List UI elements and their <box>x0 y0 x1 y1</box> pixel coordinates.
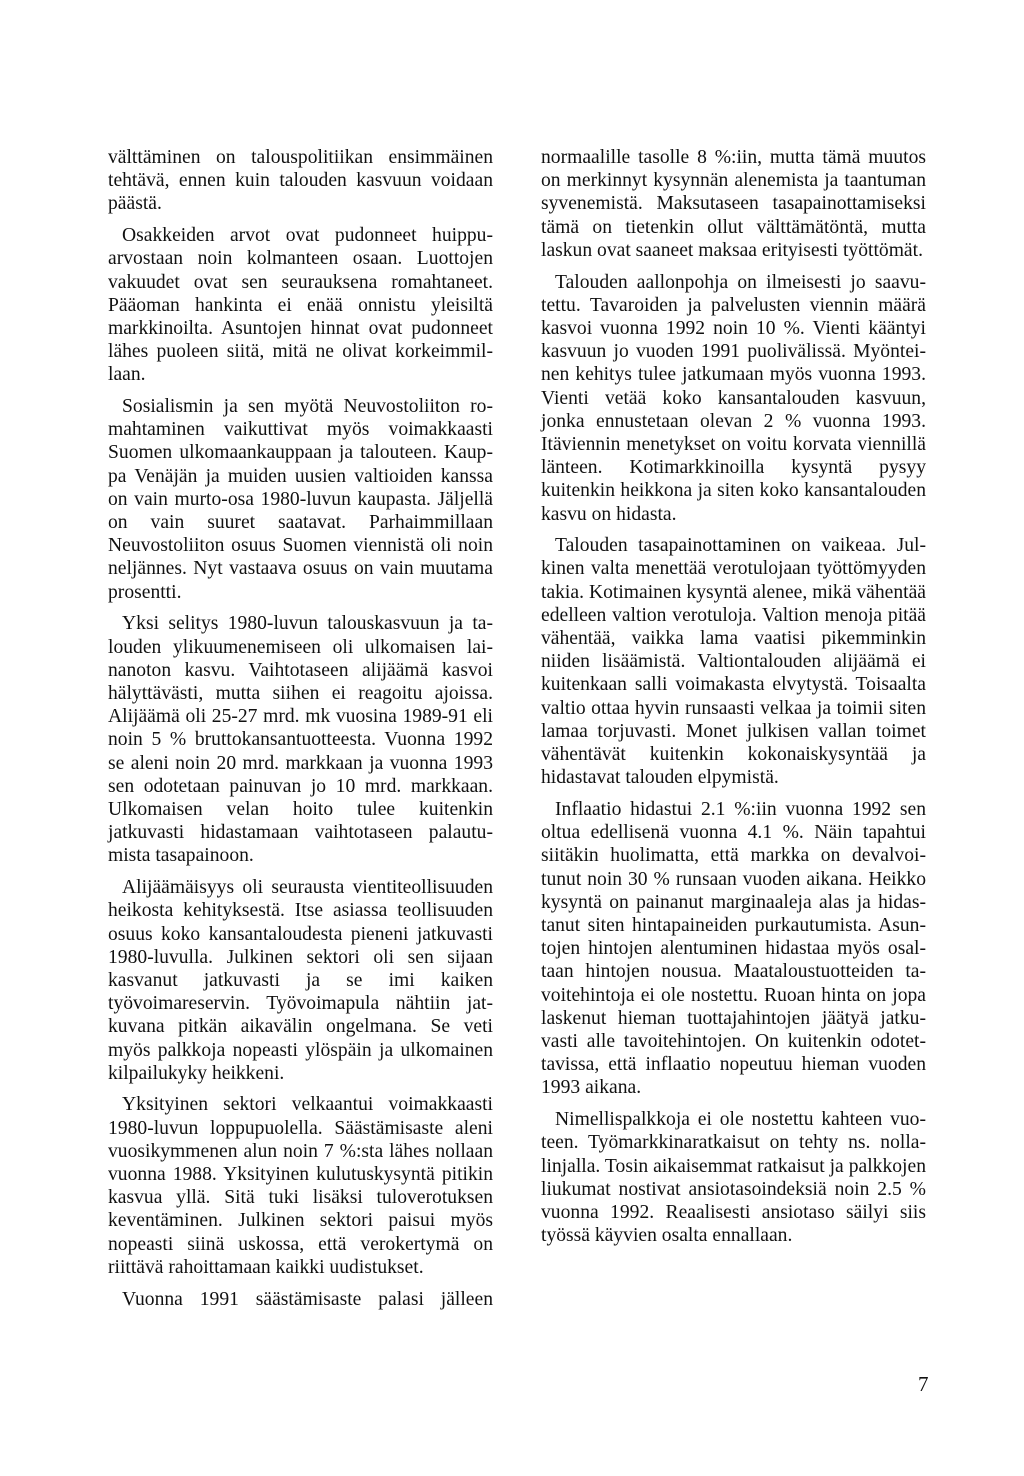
paragraph: Osakkeiden arvot ovat pudonneet huippuarvostaan noin kolmanteen osaan. Luottojen vakuudet ovat sen seurauksena romahtaneet. Pääoman hankinta ei enää onnistu yleisiltä markkinoilta. Asuntojen hinnat ovat pudonneet lähes puoleen siitä, mitä ne olivat korkeimmillaan. <box>108 225 493 386</box>
paragraph: Yksityinen sektori velkaantui voimakkaasti 1980-luvun loppupuolella. Säästämisaste aleni vuosikymmenen alun noin 7 %:sta lähes nollaan vuonna 1988. Yksityinen kulutuskysyntä pitikin kasvua yllä. Sitä tuki lisäksi tuloverotuksen keventäminen. Julkinen sektori paisui myös nopeasti siinä uskossa, että verokertymä on riittävä rahoittamaan kaikki uudistukset. <box>108 1094 493 1278</box>
left-column <box>108 146 493 1319</box>
paragraph: Yksi selitys 1980-luvun talouskasvuun ja talouden ylikuumenemiseen oli ulkomaisen lainanoton kasvu. Vaihtotaseen alijäämä kasvoi hälyttävästi, mutta siihen ei reagoitu ajoissa. Alijäämä oli 25-27 mrd. mk vuosina 1989-91 eli noin 5 % bruttokansantuotteesta. Vuonna 1992 se aleni noin 20 mrd. markkaan ja vuonna 1993 sen odotetaan painuvan jo 10 mrd. markkaan. Ulkomaisen velan hoito tulee kuitenkin jatkuvasti hidastamaan vaihtotaseen palautumista tasapainoon. <box>108 613 493 867</box>
paragraph: Talouden aallonpohja on ilmeisesti jo saavutettu. Tavaroiden ja palvelusten viennin määrä kasvoi vuonna 1992 noin 10 %. Vienti kääntyi kasvuun jo vuoden 1991 puolivälissä. Myönteinen kehitys tulee jatkumaan myös vuonna 1993. Vienti vetää koko kansantalouden kasvuun, jonka ennustetaan olevan 2 % vuonna 1993. Itäviennin menetykset on voitu korvata viennillä länteen. Kotimarkkinoilla kysyntä pysyy kuitenkin heikkona ja siten koko kansantalouden kasvu on hidasta. <box>541 271 926 525</box>
paragraph: välttäminen on talouspolitiikan ensimmäinen tehtävä, ennen kuin talouden kasvuun voidaan päästä. <box>108 147 493 215</box>
paragraph: Sosialismin ja sen myötä Neuvostoliiton romahtaminen vaikuttivat myös voimakkaasti Suomen ulkomaankauppaan ja talouteen. Kauppa Venäjän ja muiden uusien valtioiden kanssa on vain murto-osa 1980-luvun kaupasta. Jäljellä on vain suuret saatavat. Parhaimmillaan Neuvostoliiton osuus Suomen viennistä oli noin neljännes. Nyt vastaava osuus on vain muutama prosentti. <box>108 396 493 603</box>
paragraph: Inflaatio hidastui 2.1 %:iin vuonna 1992 sen oltua edellisenä vuonna 4.1 %. Näin tapahtui siitäkin huolimatta, että markka on devalvoitunut noin 30 % runsaan vuoden aikana. Heikko kysyntä on painanut marginaaleja alas ja hidastanut siten hintapaineiden purkautumista. Asuntojen hintojen alentuminen hidastaa myös osaltaan hintojen nousua. Maataloustuotteiden tavoitehintoja ei ole nostettu. Ruoan hinta on jopa laskenut hieman tuottajahintojen jäätyä jatkuvasti alle tavoitehintojen. On kuitenkin odotettavissa, että inflaatio nopeutuu hieman vuoden 1993 aikana. <box>541 798 926 1099</box>
paragraph: normaalille tasolle 8 %:iin, mutta tämä muutos on merkinnyt kysynnän alenemista ja taantuman syvenemistä. Maksutaseen tasapainottamiseksi tämä on tietenkin ollut välttämätöntä, mutta laskun ovat saaneet maksaa erityisesti työttömät. <box>541 147 926 261</box>
paragraph: Vuonna 1991 säästämisaste palasi jälleen <box>122 1288 493 1310</box>
paragraph: Alijäämäisyys oli seurausta vientiteollisuuden heikosta kehityksestä. Itse asiassa teollisuuden osuus koko kansantaloudesta pieneni jatkuvasti 1980-luvulla. Julkinen sektori oli sen sijaan kasvanut jatkuvasti ja se imi kaiken työvoimareservin. Työvoimapula nähtiin jatkuvana pitkän aikavälin ongelmana. Se veti myös palkkoja nopeasti ylöspäin ja ulkomainen kilpailukyky heikkeni. <box>108 877 493 1084</box>
page-number: 7 <box>918 1372 929 1396</box>
paragraph: Nimellispalkkoja ei ole nostettu kahteen vuoteen. Työmarkkinaratkaisut on tehty ns. nollalinjalla. Tosin aikaisemmat ratkaisut ja palkkojen liukumat nostivat ansiotasoindeksiä noin 2.5 % vuonna 1992. Reaalisesti ansiotaso säilyi siis työssä käyvien osalta ennallaan. <box>541 1109 926 1247</box>
paragraph: Talouden tasapainottaminen on vaikeaa. Julkinen valta menettää verotulojaan työttömyyden takia. Kotimainen kysyntä alenee, mikä vähentää edelleen valtion verotuloja. Valtion menoja pitää vähentää, vaikka lama vaatisi pikemminkin niiden lisäämistä. Valtiontalouden alijäämä ei kuitenkaan salli voimakasta elvytystä. Toisaalta valtio ottaa hyvin runsaasti velkaa ja toimii siten lamaa torjuvasti. Monet julkisen vallan toimet vähentävät kuitenkin kokonaiskysyntää ja hidastavat talouden elpymistä. <box>541 535 926 789</box>
right-column <box>541 146 926 1256</box>
